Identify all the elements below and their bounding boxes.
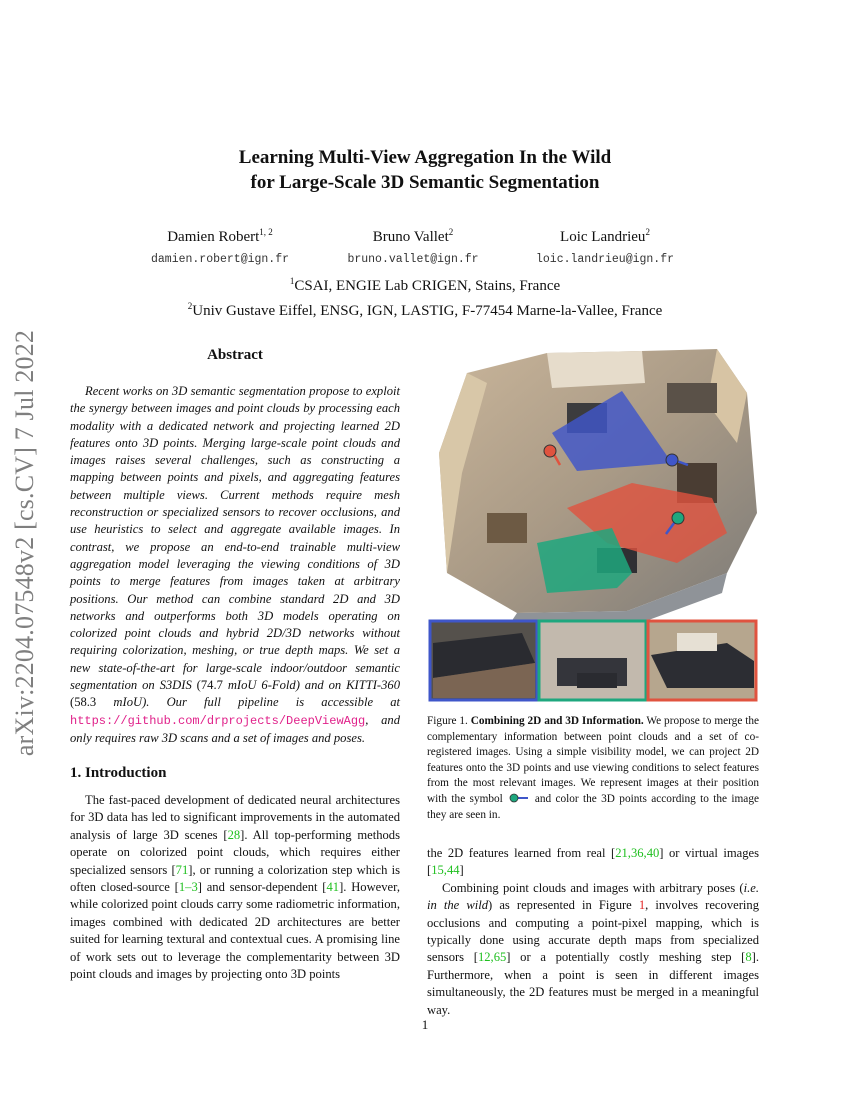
abstract-end: , and only requires raw 3D scans and a set of images and poses. — [70, 712, 400, 745]
body-text: ]. Furthermore, when a point is seen in different images simultaneously, the 2D features must be merged in a meaningful way. — [427, 950, 759, 1017]
affiliation-sup: 1 — [289, 276, 295, 286]
body-text: the 2D features learned from real [ — [427, 846, 616, 860]
affiliations — [100, 271, 750, 321]
citation-dash: – — [185, 880, 192, 895]
page-number: 1 — [421, 1017, 429, 1032]
paragraph-combining: Combining point clouds and images with arbitrary poses (i.e. in the wild) as represented in Figure 1, involves recovering occlusions and computing a point-pixel mapping, which is typically done using accurate depth maps from specialized sensors [12,65] or a potentially costly meshing step [8]. Furthermore, when a point is seen in different images simultaneously, the 2D features must be merged in a meaningful way. — [427, 880, 759, 1017]
paper-title — [120, 145, 730, 195]
arxiv-identifier: arXiv:2204.07548v2 [cs.CV] 7 Jul 2022 — [10, 329, 39, 757]
citation-link[interactable]: 41 — [326, 880, 340, 895]
author-affil-sup: 1, 2 — [259, 227, 273, 237]
author-1 — [110, 222, 330, 266]
body-text: Combining point clouds and images with arbitrary poses ( — [442, 880, 744, 895]
citation-link[interactable]: 12 — [477, 950, 491, 965]
caption-title: Combining 2D and 3D Information. — [470, 715, 644, 727]
title-line-2: for Large-Scale 3D Semantic Segmentation — [250, 172, 600, 193]
figure-1 — [427, 343, 759, 703]
author-2 — [303, 222, 523, 266]
citation-link[interactable]: 15 — [431, 863, 444, 878]
abstract-text: Recent works on 3D semantic segmentation propose to exploit the synergy between images and point clouds by processing each modality with a dedicated network and projecting learned 2D features onto 3D points. Merging large-scale point clouds and images raises several challenges, such as constructing a mapping between points and pixels, and aggregating features between multiple views. Current methods require mesh reconstruction or specialized sensors to recover occlusions, and use heuristics to select and aggregate available images. In contrast, we propose an end-to-end trainable multi-view aggregation model leveraging the viewing conditions of 3D points to merge features from images taken at arbitrary positions. Our method can combine standard 2D and 3D networks and outperforms both 3D models operating on colorized point clouds and hybrid 2D/3D networks without requiring colorization, meshing, or true depth maps. We set a new state-of-the-art for large-scale indoor/outdoor semantic segmentation on S3DIS — [70, 384, 400, 693]
paragraph-continuation: the 2D features learned from real [21,36,40] or virtual images [15,44] — [427, 846, 759, 878]
intro-text: ]. However, while colorized point clouds carry some radiometric information, images combined with dedicated 2D architectures are better suited for learning textural and contextual cues. A promising line of work sets out to leverage the complementarity between 3D point clouds and images by projecting onto 3D points — [70, 880, 400, 982]
author-3 — [495, 222, 715, 266]
kitti-score: (58.3 — [70, 695, 114, 710]
caption-text-end: and color the 3D points according to the image they are seen in. — [427, 792, 759, 821]
body-emphasis: i.e. in the wild — [427, 880, 759, 913]
affiliation-sup: 2 — [187, 301, 193, 311]
author-affil-sup: 2 — [448, 227, 454, 237]
body-text: ] or virtual images [ — [427, 846, 759, 878]
caption-label: Figure 1. — [427, 715, 468, 727]
author-name: Loic Landrieu — [560, 229, 646, 245]
citation-link[interactable]: 3 — [191, 880, 198, 895]
figure-reference-link[interactable]: 1 — [638, 898, 646, 913]
right-column-body — [427, 845, 759, 1019]
citation-link[interactable]: 36 — [630, 846, 644, 860]
caption-text: We propose to merge the complementary information between point clouds and a set of co-registered images. Using a simple visibility model, we can project 2D features onto the 3D points and use viewing conditions to select features from the most relevant images. We represent images at their position with the symbol — [427, 715, 759, 805]
body-text: ) as represented in Figure — [488, 898, 639, 913]
body-text: ] — [459, 863, 464, 878]
citation-link[interactable]: 1 — [178, 880, 186, 895]
author-affil-sup: 2 — [645, 227, 650, 237]
github-link[interactable]: https://github.com/drprojects/DeepViewAgg — [70, 713, 366, 728]
kitti-metric: mIoU). Our full pipeline is accessible at — [113, 695, 401, 710]
citation-link[interactable]: 8 — [745, 950, 752, 965]
author-email[interactable]: loic.landrieu@ign.fr — [535, 253, 675, 266]
citation-link[interactable]: 40 — [646, 846, 660, 860]
citation-link[interactable]: 71 — [175, 862, 189, 877]
citation-link[interactable]: 21 — [615, 846, 628, 860]
title-line-1: Learning Multi-View Aggregation In the Wild — [238, 147, 612, 168]
intro-text: ], or running a colorization step which is often closed-source [ — [70, 862, 400, 895]
affiliation-text: CSAI, ENGIE Lab CRIGEN, Stains, France — [294, 278, 561, 294]
intro-body — [70, 792, 400, 983]
body-text: , involves recovering occlusions and computing a point-pixel mapping, which is typically done using accurate depth maps from specialized sensors [ — [427, 898, 759, 965]
intro-heading: 1. Introduction — [70, 765, 167, 781]
citation-link[interactable]: 44 — [446, 863, 460, 878]
affiliation-2 — [100, 296, 750, 321]
intro-text: ] and sensor-dependent [ — [197, 880, 327, 895]
abstract-body — [70, 383, 400, 747]
camera-symbol-icon — [509, 793, 529, 803]
s3dis-metric: mIoU 6-Fold) and on KITTI-360 — [227, 678, 400, 693]
author-name: Bruno Vallet — [372, 229, 449, 245]
citation-link[interactable]: 65 — [493, 950, 507, 965]
body-text: ] or a potentially costly meshing step [ — [506, 950, 746, 965]
author-email[interactable]: damien.robert@ign.fr — [150, 253, 290, 266]
figure-1-caption — [427, 714, 759, 823]
intro-text: ]. All top-performing methods operate on colorized point clouds, which requires either specialized sensors [ — [70, 827, 400, 877]
author-name: Damien Robert — [167, 229, 260, 245]
affiliation-1 — [100, 271, 750, 296]
figure-1-illustration — [427, 343, 759, 703]
author-email[interactable]: bruno.vallet@ign.fr — [347, 253, 479, 266]
abstract-heading: Abstract — [207, 347, 263, 363]
citation-link[interactable]: 28 — [227, 827, 241, 842]
image-thumbnails — [430, 621, 756, 700]
affiliation-text: Univ Gustave Eiffel, ENSG, IGN, LASTIG, F-77454 Marne-la-Vallee, France — [192, 303, 663, 319]
intro-text: The fast-paced development of dedicated neural architectures for 3D data has led to significant improvements in the automated analysis of large 3D scenes [ — [70, 793, 400, 842]
s3dis-score: (74.7 — [196, 678, 228, 693]
arxiv-stamp — [0, 0, 50, 1100]
